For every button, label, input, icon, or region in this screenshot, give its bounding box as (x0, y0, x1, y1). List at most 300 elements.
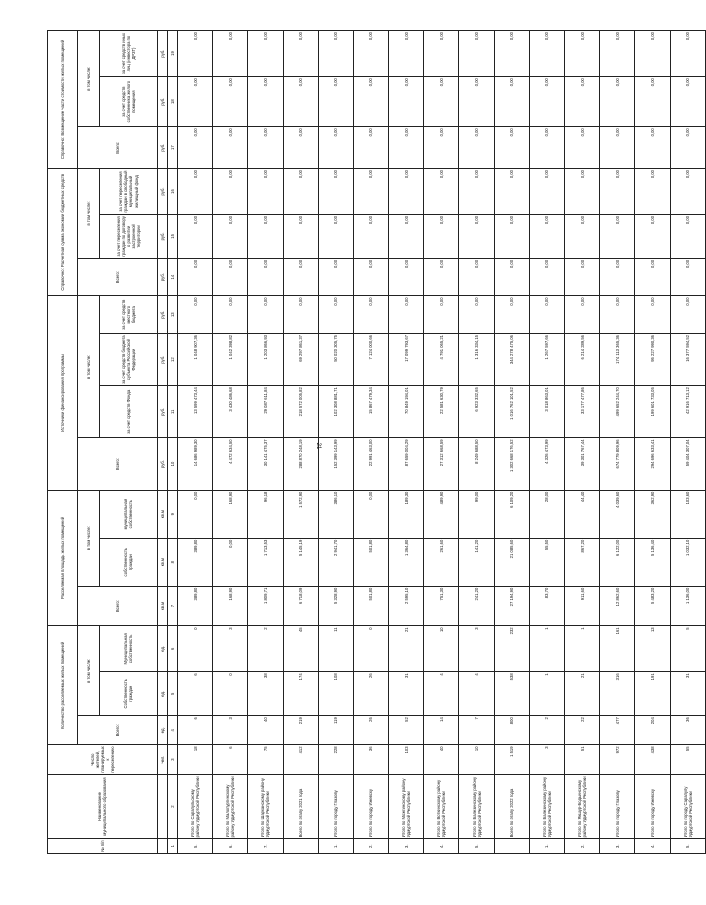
value-cell: 0,00 (248, 214, 283, 258)
value-cell: 0,00 (600, 169, 635, 215)
value-cell: 96,18 (248, 490, 283, 538)
value-cell: 1 572,90 (283, 490, 318, 538)
value-cell: 0,00 (353, 127, 388, 169)
value-cell: 152 399 143,99 (318, 438, 353, 490)
row-number: 7. (248, 839, 283, 854)
value-cell: 0 (353, 626, 388, 672)
row-number (283, 839, 318, 854)
value-cell: 52 (389, 716, 424, 745)
table-row (353, 31, 388, 854)
value-cell: 0,00 (389, 169, 424, 215)
value-cell: 1 032,10 (670, 538, 705, 586)
value-cell: 389,80 (177, 586, 212, 626)
value-cell: 0,00 (529, 31, 564, 77)
value-cell: 26 (353, 672, 388, 716)
column-number-cell: 10 (167, 438, 177, 490)
value-cell: 0,00 (213, 296, 248, 334)
value-cell: 0,00 (459, 296, 494, 334)
row-number: 5. (177, 839, 212, 854)
value-cell: 0,00 (600, 77, 635, 127)
value-cell: 4 039,60 (600, 490, 635, 538)
value-cell: 6 122,00 (600, 538, 635, 586)
row-number: 1. (318, 839, 353, 854)
value-cell: 0,00 (389, 31, 424, 77)
unit-cell: кв.м (157, 586, 167, 626)
header-apartments-total: Всего: (78, 716, 157, 745)
units-row (157, 31, 167, 854)
value-cell: 0,00 (389, 77, 424, 127)
value-cell: 1 042 398,82 (213, 334, 248, 386)
row-number: 6. (213, 839, 248, 854)
value-cell: 17 099 793,67 (389, 334, 424, 386)
unit-cell: руб. (157, 438, 167, 490)
table-row (529, 31, 564, 854)
value-cell: 83,70 (529, 586, 564, 626)
value-cell: 219 (283, 716, 318, 745)
value-cell: 189,30 (389, 490, 424, 538)
value-cell: 911,60 (565, 586, 600, 626)
value-cell: 55 (670, 745, 705, 774)
value-cell: 316 (600, 672, 635, 716)
header-calc-b: за счет переселения граждан в свободный муниципальный жилищный фонд (100, 169, 157, 215)
value-cell: 18 (177, 745, 212, 774)
value-cell: 8 249 688,50 (459, 438, 494, 490)
value-cell: 6 (177, 716, 212, 745)
value-cell: 0,00 (670, 169, 705, 215)
document-page (47, 30, 693, 854)
value-cell: 0,00 (318, 169, 353, 215)
value-cell: 45 (283, 626, 318, 672)
table-row (177, 31, 212, 854)
municipality-name: Итого по городу Глазову (318, 774, 353, 839)
value-cell: 0 (177, 626, 212, 672)
value-cell: 1 809,71 (248, 586, 283, 626)
municipality-name: Итого по Шарканскому району Удмуртской Республики (248, 774, 283, 839)
header-calc-incl: в том числе: (78, 169, 100, 259)
value-cell: 5 483,20 (635, 586, 670, 626)
value-cell: 0,00 (213, 538, 248, 586)
value-cell: 3 430 486,68 (213, 386, 248, 438)
row-number: 2. (565, 839, 600, 854)
column-number-cell: 11 (167, 386, 177, 438)
value-cell: 75 (248, 745, 283, 774)
value-cell: 972 (600, 745, 635, 774)
value-cell: 0,00 (494, 258, 529, 296)
value-cell: 0,00 (353, 214, 388, 258)
value-cell: 5 136,40 (635, 538, 670, 586)
value-cell: 36 (670, 716, 705, 745)
value-cell: 0,00 (494, 296, 529, 334)
column-number-cell: 19 (167, 31, 177, 77)
value-cell: 0,00 (529, 258, 564, 296)
row-number: 4. (635, 839, 670, 854)
value-cell: 103,60 (670, 490, 705, 538)
unit-cell: кв.м (157, 490, 167, 538)
value-cell: 6 (177, 672, 212, 716)
value-cell: 438 (635, 745, 670, 774)
table-row (283, 31, 318, 854)
value-cell: 0,00 (565, 31, 600, 77)
value-cell: 0,00 (529, 77, 564, 127)
row-number: 5. (459, 839, 494, 854)
value-cell: 0,00 (318, 296, 353, 334)
unit-cell: ед. (157, 716, 167, 745)
page-number: 21 (315, 442, 321, 450)
value-cell: 22 581 630,79 (424, 386, 459, 438)
value-cell: 0,00 (248, 77, 283, 127)
column-number-cell: 7 (167, 586, 177, 626)
value-cell: 0,00 (670, 258, 705, 296)
table-row (565, 31, 600, 854)
column-number-cell: 15 (167, 214, 177, 258)
value-cell: 218 572 005,82 (283, 386, 318, 438)
municipality-name: Итого по Воткинскому району Удмуртской Республики (424, 774, 459, 839)
value-cell: 0,00 (494, 77, 529, 127)
header-own: Собственность граждан (100, 672, 157, 716)
table-row (459, 31, 494, 854)
value-cell: 0,00 (353, 77, 388, 127)
value-cell: 14 686 989,30 (177, 438, 212, 490)
table-row (670, 31, 705, 854)
value-cell: 0,00 (494, 169, 529, 215)
value-cell: 0,00 (177, 31, 212, 77)
value-cell: 344 278 475,06 (494, 334, 529, 386)
value-cell: 0,00 (389, 214, 424, 258)
table-row (424, 31, 459, 854)
value-cell: 14 (424, 716, 459, 745)
value-cell: 2 (248, 626, 283, 672)
value-cell: 13 (635, 626, 670, 672)
value-cell: 0,00 (177, 77, 212, 127)
value-cell: 0,00 (424, 214, 459, 258)
value-cell: 102 308 881,71 (318, 386, 353, 438)
value-cell: 0,00 (424, 31, 459, 77)
value-cell: 232 (494, 626, 529, 672)
value-cell: 174 (283, 672, 318, 716)
header-sources-incl: в том числе: (78, 296, 100, 438)
unit-cell: руб. (157, 169, 167, 215)
value-cell: 30 141 475,37 (248, 438, 283, 490)
value-cell: 0,00 (635, 77, 670, 127)
value-cell: 1 316 334,15 (459, 334, 494, 386)
value-cell: 0,00 (565, 214, 600, 258)
value-cell: 38 (248, 672, 283, 716)
value-cell: 0,00 (389, 296, 424, 334)
value-cell: 3 (459, 626, 494, 672)
value-cell: 1 203 866,93 (248, 334, 283, 386)
value-cell: 0,00 (494, 31, 529, 77)
value-cell: 0,00 (424, 258, 459, 296)
unit-cell (157, 774, 167, 839)
header-apartments-incl: в том числе: (78, 626, 100, 716)
value-cell: 0,00 (318, 258, 353, 296)
value-cell: 0,00 (318, 127, 353, 169)
column-number-cell: 16 (167, 169, 177, 215)
value-cell: 6 923 332,65 (459, 386, 494, 438)
column-number-cell: 5 (167, 672, 177, 716)
value-cell: 0,00 (600, 296, 635, 334)
value-cell: 0,00 (529, 296, 564, 334)
value-cell: 1 364,80 (389, 538, 424, 586)
value-cell: 33 177 477,86 (565, 386, 600, 438)
value-cell: 7 124 000,66 (353, 334, 388, 386)
value-cell: 3 (213, 626, 248, 672)
value-cell: 0,00 (529, 127, 564, 169)
value-cell: 499 652 244,70 (600, 386, 635, 438)
municipality-name: Итого по Малопургинскому району Удмуртской Республики (213, 774, 248, 839)
header-reference-calc: Справочно: Расчетная сумма экономии бюджетных средств (48, 169, 78, 296)
value-cell: 0,00 (213, 127, 248, 169)
value-cell: 10 (459, 745, 494, 774)
row-number: 4. (424, 839, 459, 854)
value-cell: 5 328,90 (318, 586, 353, 626)
value-cell: 21 (565, 672, 600, 716)
value-cell: 36 (353, 745, 388, 774)
column-number-cell: 9 (167, 490, 177, 538)
column-number-cell: 3 (167, 745, 177, 774)
header-comp-b: за счет средств иных лиц (инвестора по ДРЗТ) (100, 31, 157, 77)
value-cell: 0,00 (424, 77, 459, 127)
value-cell: 3 (213, 716, 248, 745)
row-number: 2. (353, 839, 388, 854)
value-cell: 0,00 (459, 169, 494, 215)
value-cell: 0,00 (283, 31, 318, 77)
unit-cell: руб. (157, 334, 167, 386)
value-cell: 11 (318, 626, 353, 672)
value-cell: 21 (389, 626, 424, 672)
value-cell: 1 136,00 (670, 586, 705, 626)
value-cell: 0,00 (424, 296, 459, 334)
value-cell: 141,20 (459, 538, 494, 586)
municipality-name: Итого по Балезинскому району Удмуртской Республики (529, 774, 564, 839)
value-cell: 0,00 (283, 169, 318, 215)
header-residents: Число жителей, планируемых к переселению (48, 745, 158, 774)
value-cell: 0,00 (248, 296, 283, 334)
value-cell: 0,00 (424, 169, 459, 215)
header-comp-total: Всего: (78, 127, 157, 169)
value-cell: 4 472 634,50 (213, 438, 248, 490)
column-number-cell: 1 (167, 839, 177, 854)
value-cell: 0,00 (283, 77, 318, 127)
value-cell: 27 194,90 (494, 586, 529, 626)
value-cell: 0,00 (213, 77, 248, 127)
value-cell: 0,00 (353, 490, 388, 538)
header-local: за счет средств местного бюджета (100, 296, 157, 334)
value-cell: 1 302 668 176,52 (494, 438, 529, 490)
municipality-name: Итого по городу Сарапулу Удмуртской Республики (670, 774, 705, 839)
column-number-cell: 14 (167, 258, 177, 296)
value-cell: 0,00 (389, 127, 424, 169)
value-cell: 241,20 (459, 586, 494, 626)
value-cell: 0,00 (248, 258, 283, 296)
unit-cell: руб. (157, 296, 167, 334)
header-apartments: Количество расселяемых жилых помещений (48, 626, 78, 745)
table-row (248, 31, 283, 854)
value-cell: 261,60 (424, 538, 459, 586)
value-cell: 0,00 (389, 258, 424, 296)
municipality-name: Итого по Можгинскому району Удмуртской Республики (389, 774, 424, 839)
value-cell: 389,80 (177, 538, 212, 586)
value-cell: 39 301 767,44 (565, 438, 600, 490)
column-number-cell: 17 (167, 127, 177, 169)
value-cell: 59 404 307,04 (670, 438, 705, 490)
value-cell: 0,00 (213, 31, 248, 77)
header-fund: за счет средств Фонда (100, 386, 157, 438)
unit-cell: чел. (157, 745, 167, 774)
value-cell: 168,90 (213, 586, 248, 626)
value-cell: 204 (635, 716, 670, 745)
value-cell: 0,00 (494, 214, 529, 258)
table-row (600, 31, 635, 854)
value-cell: 501,80 (353, 586, 388, 626)
value-cell: 0,00 (459, 258, 494, 296)
table-row (318, 31, 353, 854)
value-cell: 2 941,70 (318, 538, 353, 586)
value-cell: 0,00 (600, 258, 635, 296)
value-cell: 4 326 473,99 (529, 438, 564, 490)
value-cell: 40 (424, 745, 459, 774)
value-cell: 0,00 (635, 169, 670, 215)
value-cell: 12 862,60 (600, 586, 635, 626)
value-cell: 21 085,60 (494, 538, 529, 586)
value-cell: 168,90 (213, 490, 248, 538)
municipality-name: Всего по этапу 2022 года (494, 774, 529, 839)
row-number: 3. (389, 839, 424, 854)
resettlement-table (47, 30, 706, 854)
value-cell: 0 (213, 672, 248, 716)
value-cell: 501,80 (353, 538, 388, 586)
value-cell: 51 (565, 745, 600, 774)
column-numbers-row (167, 31, 177, 854)
column-number-cell: 4 (167, 716, 177, 745)
value-cell: 0,00 (177, 490, 212, 538)
unit-cell: руб. (157, 214, 167, 258)
value-cell: 538 (494, 672, 529, 716)
value-cell: 7 (459, 716, 494, 745)
value-cell: 288 870 248,19 (283, 438, 318, 490)
value-cell: 0,00 (283, 258, 318, 296)
table-row (389, 31, 424, 854)
header-no: № п/п (48, 839, 158, 854)
value-cell: 0,00 (353, 258, 388, 296)
value-cell: 800 (494, 716, 529, 745)
value-cell: 10 (424, 626, 459, 672)
column-number-cell: 12 (167, 334, 177, 386)
value-cell: 0,00 (353, 296, 388, 334)
value-cell: 0,00 (459, 31, 494, 77)
value-cell: 0,00 (424, 127, 459, 169)
value-cell: 0,00 (600, 214, 635, 258)
value-cell: 0,00 (635, 296, 670, 334)
value-cell: 22 (565, 716, 600, 745)
value-cell: 4 (459, 672, 494, 716)
value-cell: 489,90 (424, 490, 459, 538)
unit-cell: руб. (157, 127, 167, 169)
value-cell: 0,00 (529, 214, 564, 258)
header-reference-compensation: Справочно: Возмещение части стоимости жилых помещений (48, 31, 78, 169)
value-cell: 191 (635, 672, 670, 716)
value-cell: 0,00 (248, 31, 283, 77)
header-own-area: собственность граждан (100, 538, 157, 586)
header-comp-incl: в том числе: (78, 31, 100, 127)
value-cell: 228 (318, 745, 353, 774)
value-cell: 294 696 633,41 (635, 438, 670, 490)
value-cell: 1 519 (494, 745, 529, 774)
value-cell: 13 599 473,44 (177, 386, 212, 438)
value-cell: 0,00 (635, 127, 670, 169)
value-cell: 42 916 713,12 (670, 386, 705, 438)
value-cell: 4 (424, 672, 459, 716)
unit-cell: руб. (157, 77, 167, 127)
value-cell: 0,00 (670, 296, 705, 334)
value-cell: 6 214 289,56 (565, 334, 600, 386)
value-cell: 16 377 594,52 (670, 334, 705, 386)
header-subject: за счет средств бюджета субъекта Российской Федерации (100, 334, 157, 386)
value-cell: 1 (565, 626, 600, 672)
value-cell: 0,00 (670, 127, 705, 169)
value-cell: 0,00 (635, 214, 670, 258)
header-municipal: Муниципальная собственность (100, 626, 157, 672)
column-number-cell: 8 (167, 538, 177, 586)
value-cell: 15 867 479,34 (353, 386, 388, 438)
value-cell: 27 312 668,59 (424, 438, 459, 490)
header-area-total: Всего: (78, 586, 157, 626)
value-cell: 31 (389, 672, 424, 716)
municipality-name: Итого по городу Глазову (600, 774, 635, 839)
value-cell: 55,50 (529, 538, 564, 586)
value-cell: 1 048 907,36 (177, 334, 212, 386)
value-cell: 0,00 (283, 296, 318, 334)
value-cell: 5 (670, 626, 705, 672)
value-cell: 0,00 (177, 127, 212, 169)
value-cell: 0,00 (283, 127, 318, 169)
value-cell: 174 113 365,36 (600, 334, 635, 386)
header-municipal-area: муниципальная собственность (100, 490, 157, 538)
value-cell: 0,00 (248, 169, 283, 215)
value-cell: 22 991 463,00 (353, 438, 388, 490)
value-cell: 0,00 (213, 258, 248, 296)
value-cell: 1 267 597,66 (529, 334, 564, 386)
value-cell: 1 713,53 (248, 538, 283, 586)
value-cell: 40 (248, 716, 283, 745)
unit-cell: ед. (157, 626, 167, 672)
value-cell: 0,00 (353, 31, 388, 77)
value-cell: 362,90 (635, 490, 670, 538)
value-cell: 0,00 (565, 258, 600, 296)
value-cell: 87 659 004,29 (389, 438, 424, 490)
header-sources: Источники финансирования программы (48, 296, 78, 490)
value-cell: 119 (318, 716, 353, 745)
value-cell: 0,00 (670, 31, 705, 77)
value-cell: 412 (283, 745, 318, 774)
value-cell: 95 227 990,36 (635, 334, 670, 386)
value-cell: 0,00 (494, 127, 529, 169)
table-row (635, 31, 670, 854)
value-cell: 386,10 (318, 490, 353, 538)
table-body (177, 31, 705, 854)
header-calc-total: Всего: (78, 258, 157, 296)
value-cell: 0,00 (600, 127, 635, 169)
column-number-cell: 2 (167, 774, 177, 839)
value-cell: 31 (670, 672, 705, 716)
value-cell: 0,00 (565, 77, 600, 127)
value-cell: 0,00 (318, 31, 353, 77)
value-cell: 0,00 (353, 169, 388, 215)
value-cell: 0,00 (670, 214, 705, 258)
value-cell: 0,00 (213, 214, 248, 258)
value-cell: 70 849 194,01 (389, 386, 424, 438)
header-sources-total: Всего: (78, 438, 157, 490)
